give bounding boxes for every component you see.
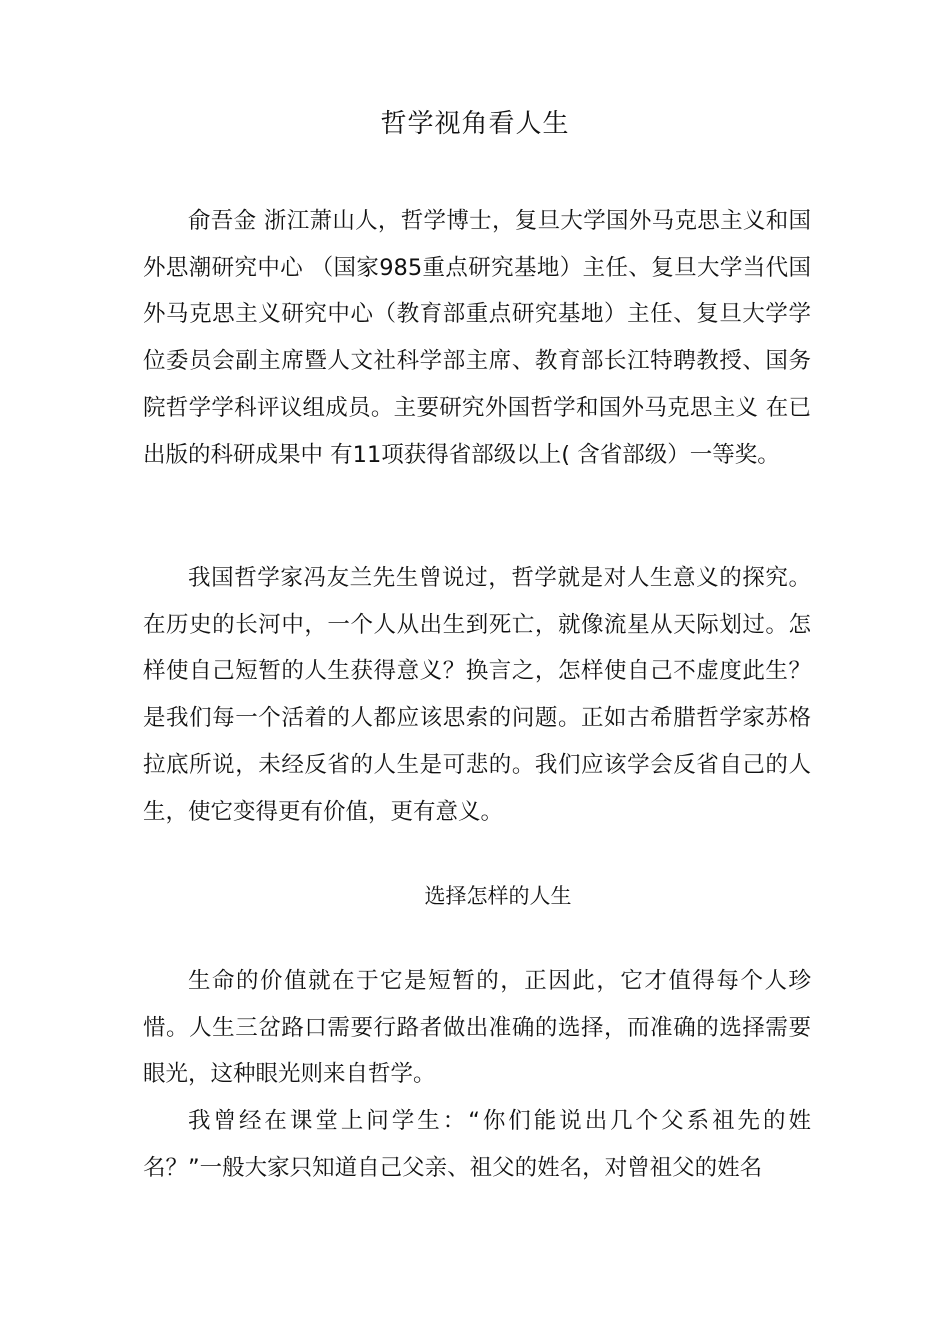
document-title: 哲学视角看人生 (380, 109, 570, 139)
section-paragraph: 生命的价值就在于它是短暂的，正因此，它才值得每个人珍惜。人生三岔路口需要行路者做出准确的选择，而准确的选择需要眼光，这种眼光则来自哲学。 (143, 968, 811, 1088)
intro-paragraph: 我国哲学家冯友兰先生曾说过，哲学就是对人生意义的探究。在历史的长河中，一个人从出生到死亡，就像流星从天际划过。怎样使自己短暂的人生获得意义？换言之，怎样使自己不虚度此生？是我们每一个活着的人都应该思索的问题。正如古希腊哲学家苏格拉底所说，未经反省的人生是可悲的。我们应该学会反省自己的人生，使它变得更有价值，更有意义。 (143, 565, 811, 825)
author-bio-paragraph: 俞吾金 浙江萧山人，哲学博士，复旦大学国外马克思主义和国外思潮研究中心 （国家985重点研究基地）主任、复旦大学当代国外马克思主义研究中心（教育部重点研究基地）主任、复旦大学学位委员会副主席暨人文社科学部主席、教育部长江特聘教授、国务院哲学学科评议组成员。主要研究外国哲学和国外马克思主义 在已出版的科研成果中 有11项获得省部级以上( 含省部级）一等奖。 (143, 208, 811, 468)
section-paragraph: 我曾经在课堂上问学生：“你们能说出几个父系祖先的姓名？”一般大家只知道自己父亲、祖父的姓名，对曾祖父的姓名 (143, 1108, 811, 1181)
section-heading: 选择怎样的人生 (424, 884, 572, 908)
